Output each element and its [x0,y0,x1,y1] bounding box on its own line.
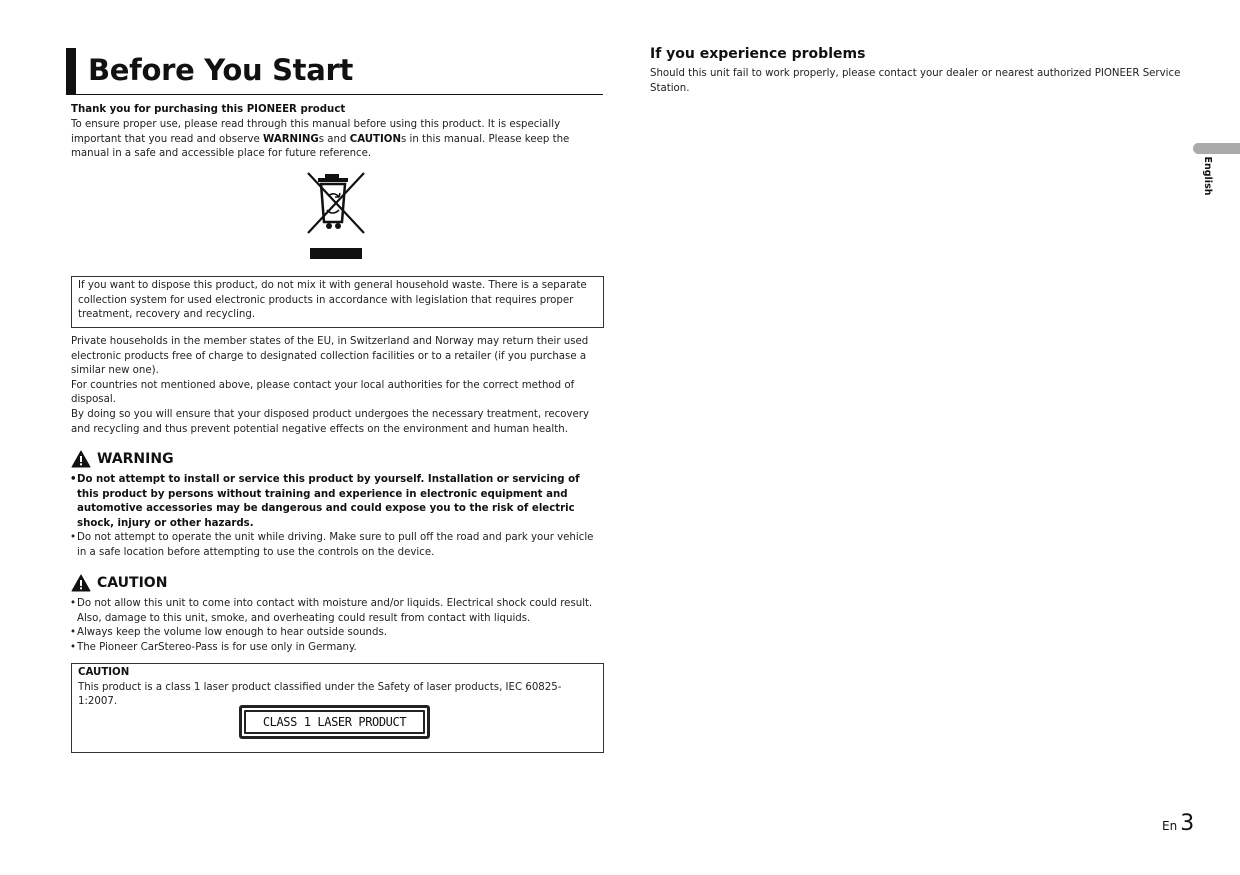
warning-triangle-icon [71,450,91,468]
caution-item: • The Pioneer CarStereo-Pass is for use only in Germany. [71,641,603,656]
disposal-paragraph: For countries not mentioned above, please contact your local authorities for the correct method of disposal. [71,379,575,406]
crossed-out-bin-icon [305,170,367,236]
warning-heading [71,450,174,468]
thanks-warning-term: WARNING [263,133,319,145]
disposal-info [71,335,603,437]
laser-label-text: CLASS 1 LASER PRODUCT [262,715,407,729]
warning-item: • Do not attempt to install or service this product by yourself. Installation or servicing of this product by persons without training and experience in electronic equipment and automotive accessories may be dangerous and could expose you to the risk of electric shock, injury or other hazards. [71,473,603,531]
page-prefix: En [1162,819,1178,833]
problems-heading: If you experience problems [650,46,866,62]
language-label: English [1202,156,1213,196]
weee-black-bar [310,248,362,259]
thanks-caution-term: CAUTION [349,133,401,145]
laser-product-label [239,705,430,739]
problems-body: Should this unit fail to work properly, please contact your dealer or nearest authorized PIONEER Service Station. [650,68,1181,94]
disposal-paragraph: By doing so you will ensure that your disposed product undergoes the necessary treatment, recovery and recycling and thus prevent potential negative effects on the environment and human health. [71,408,589,435]
caution-list [71,597,603,655]
caution-heading-text: CAUTION [97,575,168,591]
page-number [1162,811,1194,839]
laser-caution-heading: CAUTION [78,667,130,678]
thanks-body-text: s in this manual. Please keep the manual in a safe and accessible place for future reference. [71,133,570,160]
thanks-heading: Thank you for purchasing this PIONEER product [71,104,346,115]
disposal-notice-box [71,276,604,328]
page-number-value: 3 [1180,811,1195,836]
caution-triangle-icon [71,574,91,592]
laser-caution-text: This product is a class 1 laser product classified under the Safety of laser products, IEC 60825-1:2007. [78,681,562,708]
thanks-body-text: To ensure proper use, please read through this manual before using this product. It is especially important that you read and observe [71,119,561,145]
caution-heading [71,574,167,592]
caution-item: • Do not allow this unit to come into contact with moisture and/or liquids. Electrical shock could result. Also, damage to this unit, smoke, and overheating could result from contact with liquids. [71,597,603,626]
disposal-paragraph: Private households in the member states of the EU, in Switzerland and Norway may return their used electronic products free of charge to designated collection facilities or to a retailer (if you purchase a similar new one). [71,336,589,377]
thanks-body-text: s and [318,133,350,145]
warning-item: • Do not attempt to operate the unit while driving. Make sure to pull off the road and park your vehicle in a safe location before attempting to use the controls on the device. [71,531,603,560]
warning-heading-text: WARNING [97,451,174,467]
disposal-notice-text: If you want to dispose this product, do not mix it with general household waste. There is a separate collection system for used electronic products in accordance with legislation that requires proper treatment, recovery and recycling. [78,280,587,321]
page-title: Before You Start [88,53,354,87]
title-accent-bar [66,48,76,94]
thanks-body [71,118,603,162]
title-underline [66,94,603,95]
warning-list [71,473,603,561]
caution-item: • Always keep the volume low enough to hear outside sounds. [71,626,603,641]
